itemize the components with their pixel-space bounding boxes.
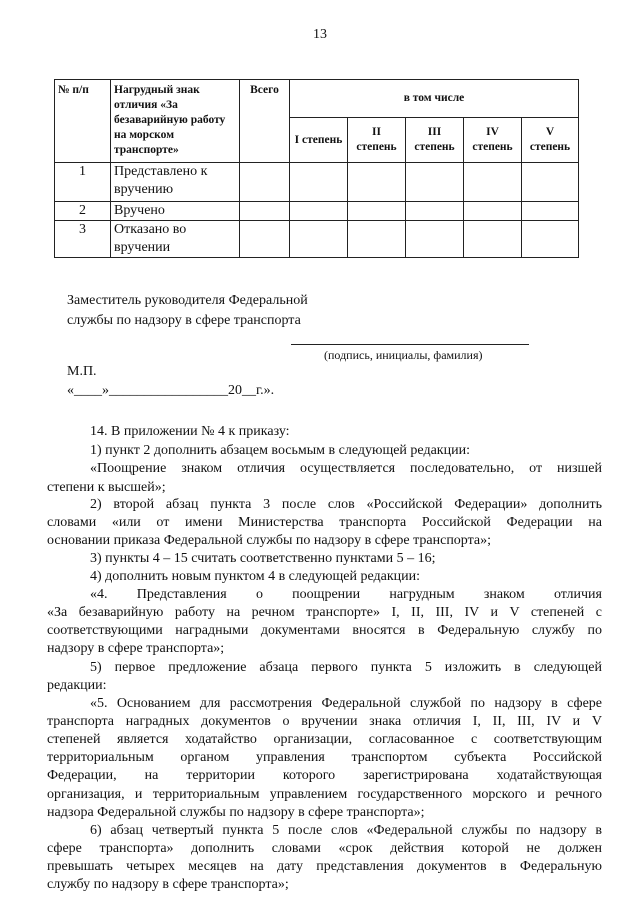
table-row [55, 221, 579, 258]
stamp-label: М.П. [67, 364, 97, 379]
paragraph-line: территориальным органом управления транспортом субъекта Российской [47, 750, 602, 765]
row-num: 2 [55, 202, 111, 221]
paragraph-line: 4) дополнить новым пунктом 4 в следующей редакции: [90, 569, 421, 584]
paragraph-line: организация, и территориальным управлением государственного морского и речного [47, 787, 602, 802]
table-row [55, 202, 579, 221]
paragraph-line: службу по надзору в сфере транспорта»; [47, 877, 289, 892]
paragraph-line: «Поощрение знаком отличия осуществляется последовательно, от низшей [90, 461, 602, 476]
signature-caption: (подпись, инициалы, фамилия) [324, 348, 483, 362]
paragraph-line: «5. Основанием для рассмотрения Федеральной службой по надзору в сфере [90, 696, 602, 711]
paragraph-line: степени к высшей»; [47, 480, 166, 495]
awards-table [54, 79, 579, 258]
paragraph-line: 3) пункты 4 – 15 считать соответственно пунктами 5 – 16; [90, 551, 436, 566]
paragraph-line: превышать четырех месяцев на дату представления документов в Федеральную [47, 859, 602, 874]
header-degree-3: III степень [406, 118, 464, 163]
paragraph-line: степеней является ходатайство организации, согласованное с соответствующим [47, 732, 602, 747]
paragraph-line: надзора Федеральной службы по надзору в сфере транспорта»; [47, 805, 425, 820]
signature-line [291, 344, 529, 345]
header-num: № п/п [55, 80, 111, 163]
signature-title-line2: службы по надзору в сфере транспорта [67, 313, 301, 328]
paragraph-line: 14. В приложении № 4 к приказу: [90, 424, 290, 439]
paragraph-line: «За безаварийную работу на речном транспорте» I, II, III, IV и V степеней с [47, 605, 602, 620]
header-including: в том числе [290, 80, 579, 118]
paragraph-line: основании приказа Федеральной службы по надзору в сфере транспорта»; [47, 533, 492, 548]
page-number: 13 [313, 27, 327, 42]
signature-title-line1: Заместитель руководителя Федеральной [67, 293, 308, 308]
paragraph-line: 2) второй абзац пункта 3 после слов «Российской Федерации» дополнить [90, 497, 602, 512]
row-label: Представлено к вручению [111, 163, 240, 202]
table-row [55, 163, 579, 202]
row-num: 3 [55, 221, 111, 258]
paragraph-line: 6) абзац четвертый пункта 5 после слов «Федеральной службы по надзору в [90, 823, 602, 838]
header-degree-2: II степень [348, 118, 406, 163]
row-num: 1 [55, 163, 111, 202]
header-total: Всего [240, 80, 290, 163]
header-degree-5: V степень [522, 118, 579, 163]
paragraph-line: надзору в сфере транспорта»; [47, 641, 225, 656]
header-degree-1: I степень [290, 118, 348, 163]
header-badge: Нагрудный знак отличия «За безаварийную работу на морском транспорте» [111, 80, 240, 163]
date-line: «____»_________________20__г.». [67, 383, 275, 398]
paragraph-line: 1) пункт 2 дополнить абзацем восьмым в следующей редакции: [90, 443, 470, 458]
paragraph-line: Федерации, на территории которого зарегистрирована ходатайствующая [47, 768, 602, 783]
paragraph-line: сфере транспорта» дополнить словами «срок действия которой не должен [47, 841, 602, 856]
paragraph-line: «4. Представления о поощрении нагрудным знаком отличия [90, 587, 602, 602]
row-label: Вручено [111, 202, 240, 221]
paragraph-line: транспорта наградных документов о вручении знака отличия I, II, III, IV и V [47, 714, 602, 729]
paragraph-line: редакции: [47, 678, 107, 693]
paragraph-line: соответствующими наградными документами вносятся в Федеральную службу по [47, 623, 602, 638]
paragraph-line: словами «или от имени Министерства транспорта Российской Федерации на [47, 515, 602, 530]
header-degree-4: IV степень [464, 118, 522, 163]
paragraph-line: 5) первое предложение абзаца первого пункта 5 изложить в следующей [90, 660, 602, 675]
row-label: Отказано во вручении [111, 221, 240, 258]
